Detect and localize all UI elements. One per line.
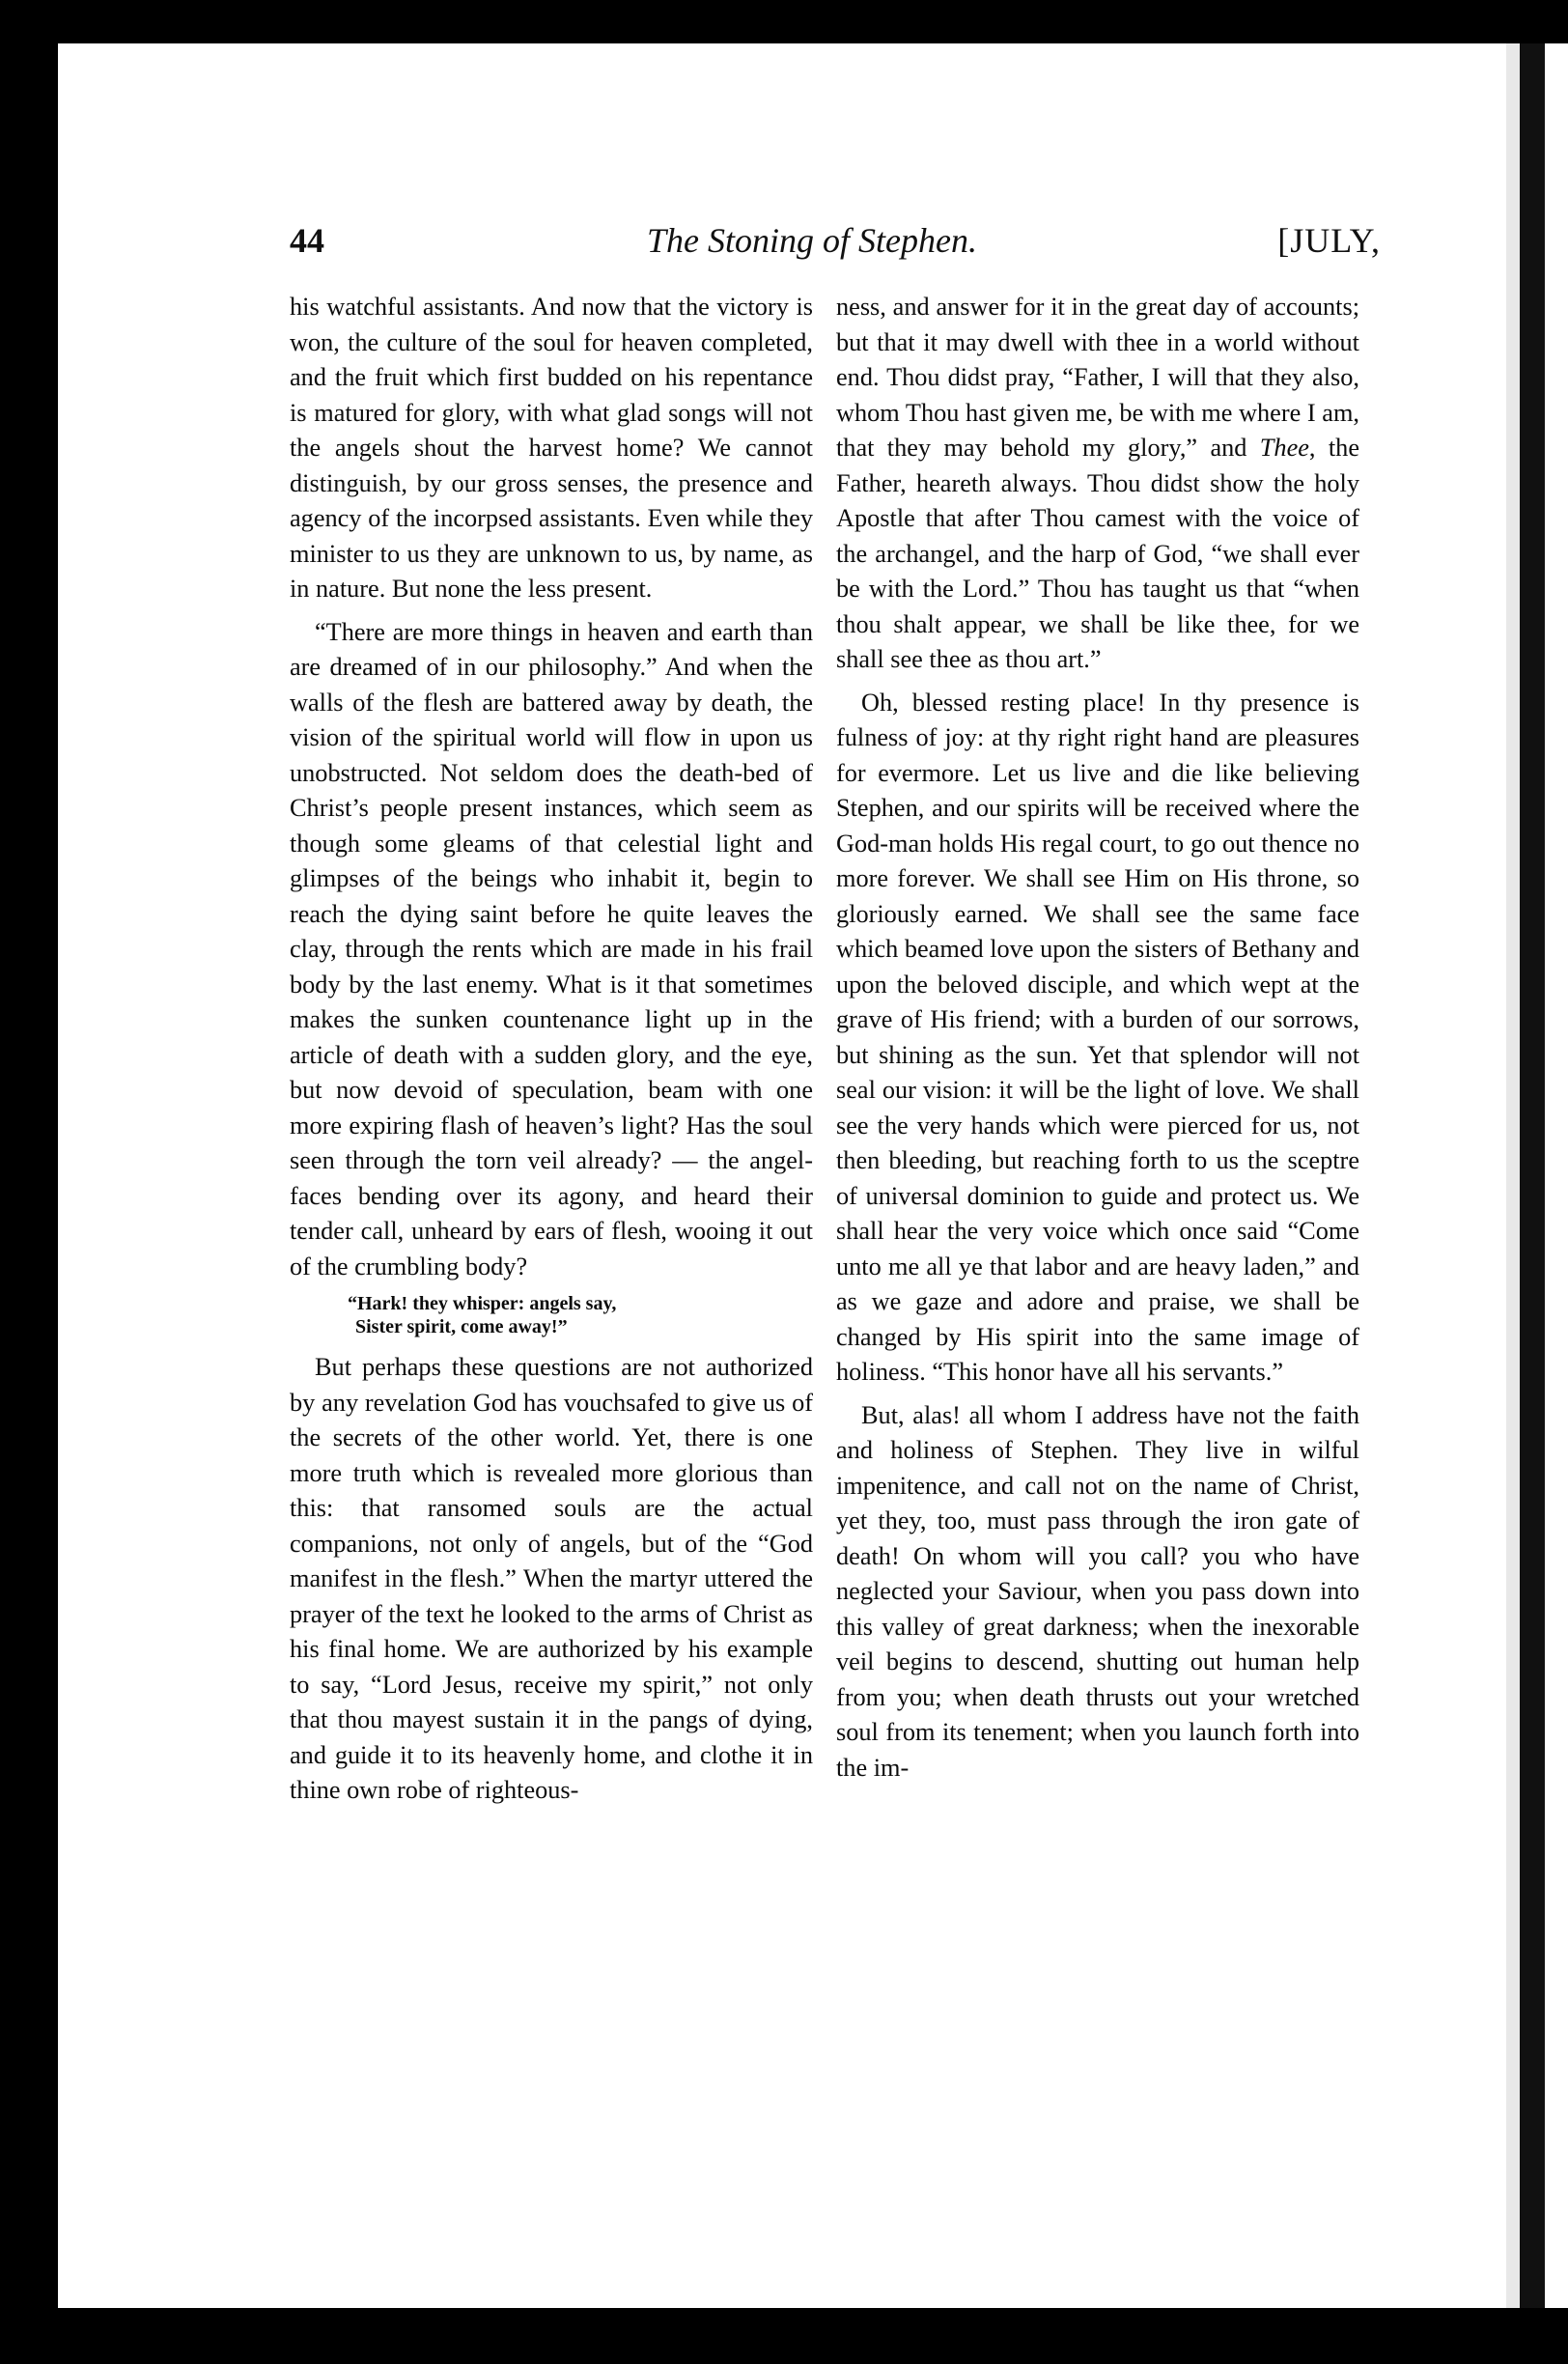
- left-column: [290, 290, 813, 1816]
- right-column: [836, 290, 1359, 1793]
- paragraph: Oh, blessed resting place! In thy presence is fulness of joy: at thy right right hand are pleasures for evermore. Let us live and die like believing Stephen, and our spirits will be received where the God-man holds His regal court, to go out thence no more forever. We shall see Him on His throne, so gloriously earned. We shall see the same face which beamed love upon the sisters of Bethany and upon the beloved disciple, and which wept at the grave of His friend; with a burden of our sorrows, but shining as the sun. Yet that splendor will not seal our vision: it will be the light of love. We shall see the very hands which were pierced for us, not then bleeding, but reaching forth to us the sceptre of universal dominion to guide and protect us. We shall hear the very voice which once said “Come unto me all ye that labor and are heavy laden,” and as we gaze and adore and praise, we shall be changed by His spirit into the same image of holiness. “This honor have all his servants.”: [836, 688, 1359, 1386]
- italic-word: Thee: [1259, 434, 1309, 462]
- paragraph: “There are more things in heaven and earth than are dreamed of in our philosophy.” And when the walls of the flesh are battered away by death, the vision of the spiritual world will flow in upon us unobstructed. Not seldom does the death-bed of Christ’s people present instances, which seem as though some gleams of that celestial light and glimpses of the beings who inhabit it, begin to reach the dying saint before he quite leaves the clay, through the rents which are made in his frail body by the last enemy. What is it that sometimes makes the sunken countenance light up in the article of death with a sudden glory, and the eye, but now devoid of speculation, beam with one more expiring flash of heaven’s light? Has the soul seen through the torn veil already? — the angel-faces bending over its agony, and heard their tender call, unheard by ears of flesh, wooing it out of the crumbling body?: [290, 617, 813, 1280]
- text-run: ness, and answer for it in the great day of accounts; but that it may dwell with thee in a world without end. Thou didst pray, “Father, I will that they also, whom Thou hast given me, be with me where I am, that they may behold my glory,” and: [836, 293, 1359, 462]
- verse-line: “Hark! they whisper: angels say,: [348, 1293, 617, 1314]
- paragraph: But perhaps these questions are not authorized by any revelation God has vouchsafed to give us of the secrets of the other world. Yet, there is one more truth which is revealed more glorious than this: that ransomed souls are the actual companions, not only of angels, but of the “God manifest in the flesh.” When the martyr uttered the prayer of the text he looked to the arms of Christ as his final home. We are authorized by his example to say, “Lord Jesus, receive my spirit,” not only that thou mayest sustain it in the pangs of dying, and guide it to its heavenly home, and clothe it in thine own robe of righteous-: [290, 1353, 813, 1804]
- paragraph: [836, 290, 1359, 678]
- ink-mark-icon: ❧: [1323, 1, 1356, 44]
- page-number: 44: [290, 221, 324, 260]
- page-right-edge: [1506, 43, 1568, 2308]
- paragraph: his watchful assistants. And now that the victory is won, the culture of the soul for heaven completed, and the fruit which first budded on his repentance is matured for glory, with what glad songs will not the angels shout the harvest home? We cannot distinguish, by our gross senses, the presence and agency of the incorpsed assistants. Even while they minister to us they are unknown to us, by name, as in nature. But none the less present.: [290, 293, 813, 603]
- header-month: [JULY,: [1277, 221, 1381, 260]
- paragraph: But, alas! all whom I address have not the faith and holiness of Stephen. They live in wilful impenitence, and call not on the name of Christ, yet they, too, must pass through the iron gate of death! On whom will you call? you who have neglected your Saviour, when you pass down into this valley of great darkness; when the inexorable veil begins to descend, shutting out human help from you; when death thrusts out your wretched soul from its tenement; when you launch forth into the im-: [836, 1400, 1359, 1782]
- verse-quote: [348, 1292, 813, 1338]
- text-run: , the Father, heareth always. Thou didst show the holy Apostle that after Thou camest with the voice of the archangel, and the harp of God, “we shall ever be with the Lord.” Thou has taught us that “when thou shalt appear, we shall be like thee, for we shall see thee as thou art.”: [836, 434, 1359, 673]
- verse-line: Sister spirit, come away!”: [355, 1316, 568, 1337]
- running-header: [290, 220, 1381, 278]
- running-title: The Stoning of Stephen.: [647, 221, 977, 260]
